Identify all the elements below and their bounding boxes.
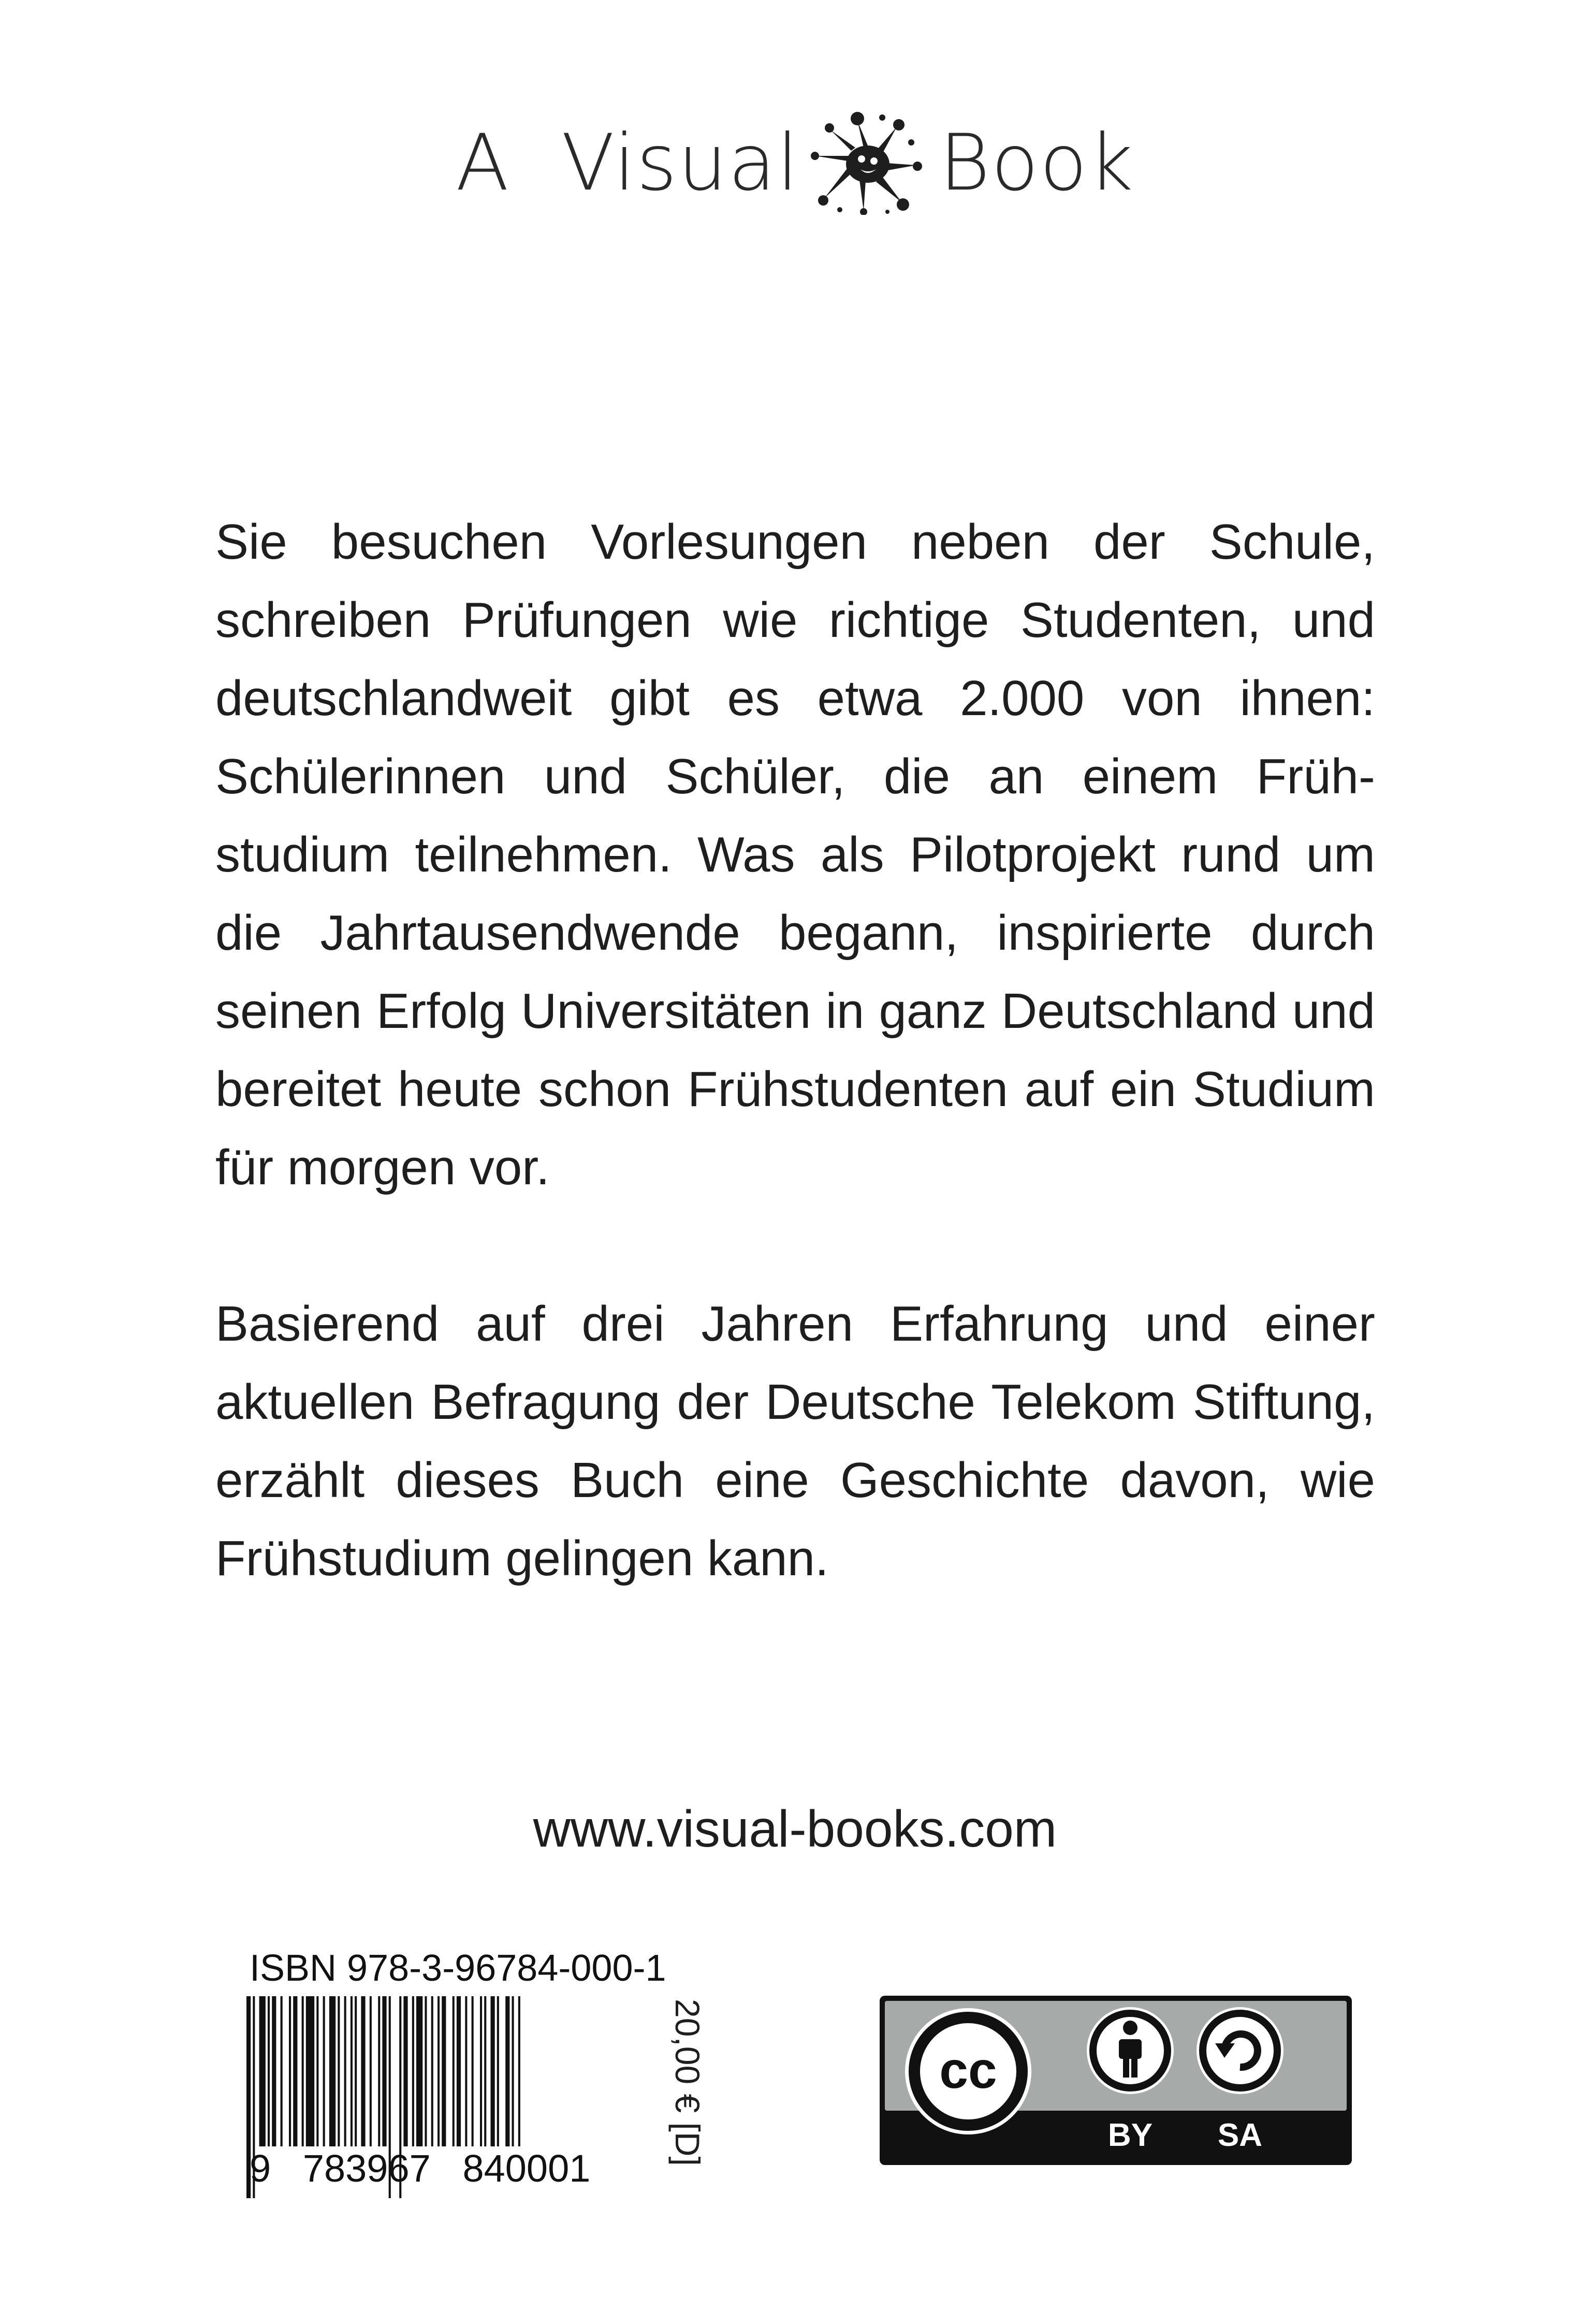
barcode-bar — [338, 1996, 340, 2146]
svg-text:cc: cc — [939, 2041, 997, 2099]
barcode-bar — [361, 1996, 365, 2146]
creative-commons-by-sa-icon — [878, 1994, 1354, 2167]
license-by-label: BY — [1107, 2117, 1153, 2153]
blurb-paragraph-2: Basierend auf drei Jahren Erfahrung und einer aktuellen Befragung der Deutsche Telekom Stiftung, erzählt dieses Buch eine Geschichte davon, wie Frühstudium gelingen kann. — [215, 1296, 1375, 1586]
barcode-bar — [457, 1996, 461, 2146]
brand-word-a: A — [456, 118, 510, 208]
barcode-bar — [425, 1996, 427, 2146]
barcode-bar — [491, 1996, 495, 2146]
barcode-bar — [403, 1996, 407, 2146]
price-label: 20,00 € [D] — [668, 1999, 707, 2166]
barcode-bar — [382, 1996, 386, 2146]
barcode-bar — [378, 1996, 380, 2146]
cc-icon — [905, 2008, 1031, 2134]
barcode-bar — [329, 1996, 335, 2146]
barcode-bar — [512, 1996, 514, 2146]
license-sa-label: SA — [1217, 2117, 1263, 2153]
barcode-bar — [344, 1996, 346, 2146]
barcode-bar — [316, 1996, 318, 2146]
blurb-paragraph-1: Sie besuchen Vorlesungen neben der Schule, schreiben Prüfungen wie richtige Studenten, und deutschlandweit gibt es etwa 2.000 von ihnen: Schülerinnen und Schüler, die an einem Frühstudium teilnehmen. Was als Pilotprojekt rund um die Jahrtausendwende begann, inspirierte durch seinen Erfolg Universitäten in ganz Deutschland und bereitet heute schon Frühstudenten auf ein Studium für morgen vor. — [215, 514, 1375, 1195]
barcode-bar — [272, 1996, 276, 2146]
brand-word-visual: Visual — [561, 118, 800, 208]
barcode-bar — [484, 1996, 486, 2146]
brand-word-book: Book — [939, 118, 1134, 208]
barcode-bar — [323, 1996, 325, 2146]
barcode-bar — [465, 1996, 467, 2146]
barcode-bar — [302, 1996, 304, 2146]
barcode-bar — [431, 1996, 433, 2146]
barcode-bar — [293, 1996, 297, 2146]
barcode-bar — [416, 1996, 422, 2146]
barcode-bar — [505, 1996, 509, 2146]
barcode-bar — [259, 1996, 266, 2146]
barcode-bar — [355, 1996, 357, 2146]
website-url: www.visual-books.com — [533, 1800, 1057, 1858]
barcode-bar — [437, 1996, 440, 2146]
share-alike-icon — [1197, 2007, 1283, 2094]
barcode-bar — [370, 1996, 372, 2146]
barcode-bar — [268, 1996, 270, 2146]
barcode-digits: 9 783967 840001 — [250, 2147, 591, 2190]
barcode-bar — [497, 1996, 499, 2146]
isbn-label: ISBN 978-3-96784-000-1 — [250, 1948, 666, 1989]
barcode-bar — [289, 1996, 291, 2146]
barcode-bar — [472, 1996, 474, 2146]
barcode-bar — [480, 1996, 482, 2146]
barcode-bar — [306, 1996, 314, 2146]
barcode-bar — [281, 1996, 283, 2146]
barcode-bar — [518, 1996, 520, 2146]
ink-splash-icon — [810, 111, 924, 215]
barcode-bar — [412, 1996, 414, 2146]
attribution-person-icon — [1087, 2007, 1174, 2094]
barcode-bar — [351, 1996, 353, 2146]
barcode-bar — [442, 1996, 446, 2146]
brand-title — [0, 111, 1590, 215]
barcode-bar — [453, 1996, 455, 2146]
